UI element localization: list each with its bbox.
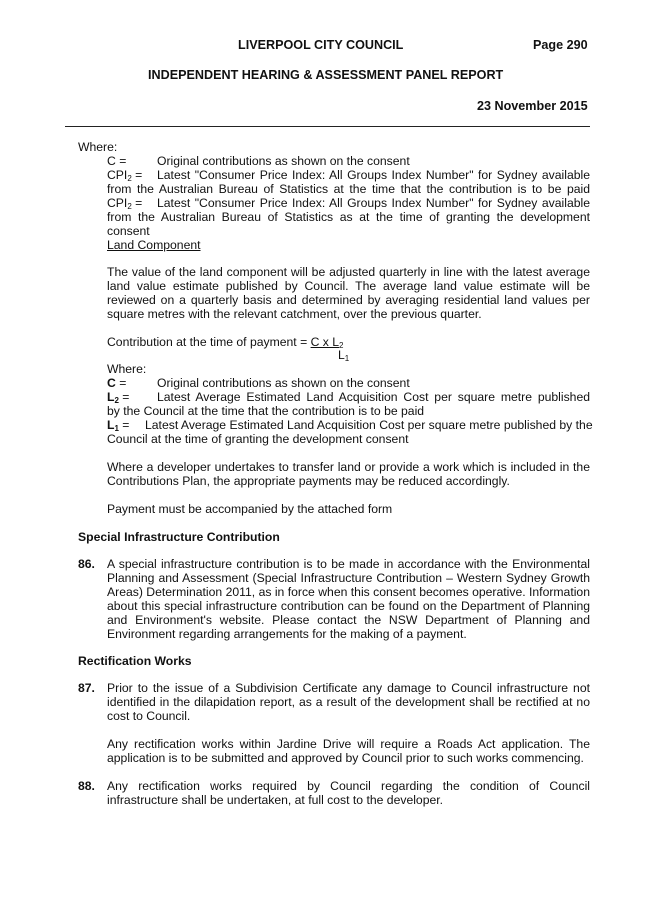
cpi2-definition bbox=[107, 169, 590, 183]
c86-line: Planning and Assessment (Special Infrastructure Contribution – Western Sydney Growth bbox=[107, 570, 590, 585]
condition-87-number: 87. bbox=[78, 681, 95, 695]
l1-line2: Council at the time of granting the development consent bbox=[107, 432, 409, 446]
c86-line: and Environment's website. Please contact the NSW Department of Planning and bbox=[107, 612, 590, 627]
land-where-label: Where: bbox=[107, 362, 147, 376]
formula-denominator: $L_1$ bbox=[338, 348, 350, 363]
formula-numerator: C x $L_2$ bbox=[310, 335, 344, 350]
page-number: Page 290 bbox=[533, 38, 588, 52]
c87-line: identified in the dilapidation report, as a result of the development shall be rectified at no bbox=[107, 694, 590, 709]
c87-line: cost to Council. bbox=[107, 708, 191, 723]
cpi-c-label: C = bbox=[107, 154, 127, 168]
cpi1-line2: from the Australian Bureau of Statistics as at the time of granting the development consent bbox=[107, 210, 590, 238]
cpi1-definition bbox=[107, 197, 590, 211]
c87-p2-line: Any rectification works within Jardine Drive will require a Roads Act application. The bbox=[107, 737, 590, 751]
land-c-label: C = bbox=[107, 376, 127, 390]
cpi-c-text: Original contributions as shown on the consent bbox=[157, 154, 410, 168]
cpi1-label: $CPI_2$ = bbox=[107, 196, 143, 211]
cpi2-label: $CPI_2$ = bbox=[107, 168, 143, 183]
c87-p2-line: application is to be submitted and approved by Council prior to such works commencing. bbox=[107, 750, 584, 765]
transfer-line: Contributions Plan, the appropriate payments may be reduced accordingly. bbox=[107, 473, 510, 488]
transfer-line: Where a developer undertakes to transfer land or provide a work which is included in the bbox=[107, 460, 590, 474]
special-heading: Special Infrastructure Contribution bbox=[78, 530, 280, 544]
cpi-c-definition bbox=[107, 155, 410, 169]
cpi2-line1: Latest "Consumer Price Index: All Groups Index Number" for Sydney available bbox=[157, 168, 590, 182]
transfer-paragraph bbox=[107, 461, 590, 489]
c88-line: Any rectification works required by Council regarding the condition of Council bbox=[107, 779, 590, 793]
l1-label: $L_1$ = bbox=[107, 418, 130, 433]
l1-definition bbox=[107, 418, 593, 433]
cpi1-line1: Latest "Consumer Price Index: All Groups Index Number" for Sydney available bbox=[157, 196, 590, 210]
formula-prefix: Contribution at the time of payment = bbox=[107, 335, 311, 349]
land-line: land value estimate published by Council. The average land value estimate will be bbox=[107, 278, 590, 293]
condition-86-number: 86. bbox=[78, 557, 95, 571]
condition-86-text bbox=[107, 558, 590, 641]
cpi2-line2: from the Australian Bureau of Statistics at the time that the contribution is to be paid bbox=[107, 182, 590, 196]
condition-87-para2 bbox=[107, 738, 590, 766]
c88-line: infrastructure shall be undertaken, at full cost to the developer. bbox=[107, 792, 444, 807]
land-paragraph bbox=[107, 266, 590, 322]
c86-line: A special infrastructure contribution is to be made in accordance with the Environmental bbox=[107, 557, 590, 571]
contribution-formula bbox=[107, 336, 343, 350]
rectification-heading: Rectification Works bbox=[78, 654, 192, 668]
land-c-text: Original contributions as shown on the consent bbox=[157, 376, 410, 390]
report-date: 23 November 2015 bbox=[477, 99, 588, 113]
condition-88-text bbox=[107, 780, 590, 808]
land-component-heading: Land Component bbox=[107, 238, 201, 252]
header-divider bbox=[65, 126, 590, 127]
cpi-where-label: Where: bbox=[78, 140, 118, 154]
land-c-definition bbox=[107, 377, 410, 391]
land-line: The value of the land component will be adjusted quarterly in line with the latest average bbox=[107, 265, 590, 279]
condition-87-text bbox=[107, 682, 590, 724]
land-line: reviewed on a quarterly basis and determined by averaging residential land values per bbox=[107, 292, 590, 307]
l2-definition bbox=[107, 391, 590, 405]
report-title: INDEPENDENT HEARING & ASSESSMENT PANEL REPORT bbox=[148, 68, 504, 82]
l2-line1: Latest Average Estimated Land Acquisition Cost per square metre published bbox=[157, 390, 590, 404]
c87-line: Prior to the issue of a Subdivision Certificate any damage to Council infrastructure not bbox=[107, 681, 590, 695]
c86-line: Environment regarding arrangements for the making of a payment. bbox=[107, 626, 467, 641]
c86-line: about this special infrastructure contribution can be found on the Department of Planning bbox=[107, 598, 590, 613]
council-name: LIVERPOOL CITY COUNCIL bbox=[238, 38, 404, 52]
l2-line2: by the Council at the time that the contribution is to be paid bbox=[107, 404, 425, 418]
payment-note: Payment must be accompanied by the attached form bbox=[107, 502, 393, 516]
condition-88-number: 88. bbox=[78, 779, 95, 793]
l1-line1: Latest Average Estimated Land Acquisition Cost per square metre published by the bbox=[145, 418, 593, 432]
land-line: square metres with the relevant catchment, over the previous quarter. bbox=[107, 306, 482, 321]
c86-line: Areas) Determination 2011, as in force when this consent becomes operative. Information bbox=[107, 584, 590, 599]
l2-label: $L_2$ = bbox=[107, 390, 130, 405]
